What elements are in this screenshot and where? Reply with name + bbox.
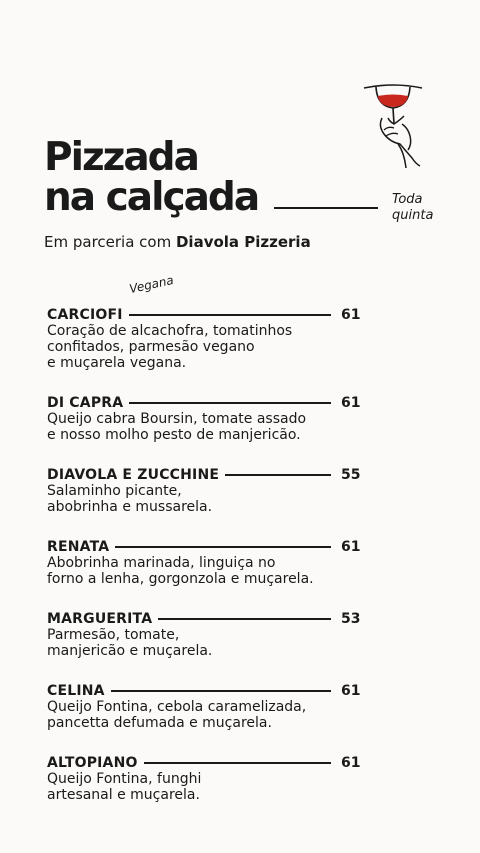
item-name: DIAVOLA E ZUCCHINE <box>47 467 220 483</box>
menu-item <box>47 466 359 515</box>
item-name: CELINA <box>47 683 105 699</box>
item-leader-line <box>158 618 331 620</box>
item-description: Abobrinha marinada, linguiça no forno a lenha, gorgonzola e muçarela. <box>47 555 314 587</box>
item-leader-line <box>111 690 331 692</box>
partner-name: Diavola Pizzeria <box>175 233 311 251</box>
item-description: Queijo Fontina, funghi artesanal e muçarela. <box>47 771 202 803</box>
item-leader-line <box>144 762 331 764</box>
item-price: 61 <box>341 395 361 411</box>
menu-item <box>47 538 359 587</box>
title-line-2: na calçada <box>44 175 259 220</box>
item-leader-line <box>225 474 331 476</box>
menu-item <box>47 610 359 659</box>
item-description: Coração de alcachofra, tomatinhos confitados, parmesão vegano e muçarela vegana. <box>47 323 293 371</box>
item-price: 55 <box>341 467 361 483</box>
schedule-line-2: quinta <box>392 208 434 223</box>
item-name: ALTOPIANO <box>47 755 138 771</box>
item-description: Parmesão, tomate, manjericão e muçarela. <box>47 627 213 659</box>
item-price: 61 <box>341 307 361 323</box>
page-title <box>44 135 259 220</box>
vegan-tag: Vegana <box>128 272 175 296</box>
item-name: DI CAPRA <box>47 395 124 411</box>
item-name: CARCIOFI <box>47 307 123 323</box>
partner-prefix: Em parceria com <box>44 233 176 251</box>
hand-holding-wine-glass-icon <box>360 78 426 170</box>
title-divider <box>274 207 378 209</box>
item-leader-line <box>129 314 331 316</box>
item-description: Queijo Fontina, cebola caramelizada, pancetta defumada e muçarela. <box>47 699 307 731</box>
item-leader-line <box>129 402 331 404</box>
item-price: 61 <box>341 539 361 555</box>
schedule-line-1: Toda <box>392 192 423 207</box>
partner-line <box>44 233 311 251</box>
item-price: 61 <box>341 755 361 771</box>
menu-item <box>47 754 359 803</box>
menu-item <box>47 394 359 443</box>
item-price: 61 <box>341 683 361 699</box>
item-name: MARGUERITA <box>47 611 153 627</box>
item-name: RENATA <box>47 539 110 555</box>
item-description: Queijo cabra Boursin, tomate assado e nosso molho pesto de manjericão. <box>47 411 307 443</box>
item-leader-line <box>115 546 331 548</box>
title-line-1: Pizzada <box>44 135 198 180</box>
item-price: 53 <box>341 611 361 627</box>
menu-item <box>47 682 359 731</box>
item-description: Salaminho picante, abobrinha e mussarela. <box>47 483 213 515</box>
menu-list <box>47 306 359 803</box>
menu-item <box>47 306 359 371</box>
schedule-note <box>392 192 433 224</box>
